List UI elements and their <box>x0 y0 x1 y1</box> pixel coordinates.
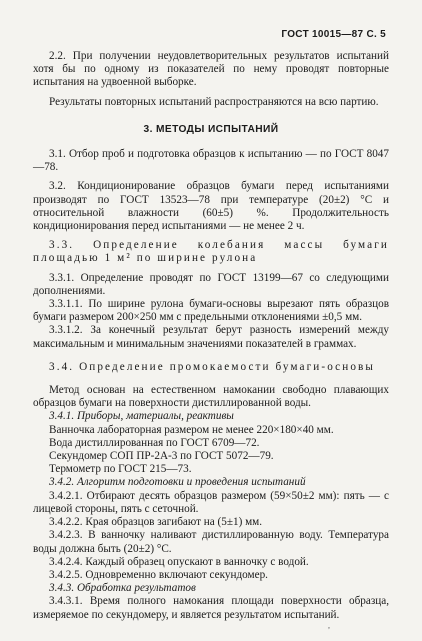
paragraph-3-4-2-5: 3.4.2.5. Одновременно включают секундомер. <box>49 568 268 581</box>
item-bath: Ванночка лабораторная размером не менее 220×180×40 мм. <box>49 423 334 436</box>
heading-3-4-1: 3.4.1. Приборы, материалы, реактивы <box>49 410 234 423</box>
paragraph-3-2: 3.2. Кондиционирование образцов бумаги перед испытаниями производят по ГОСТ 13523—78 при температуре (20±2) °С и относительной влажности (60±5) %. Продолжительность кондиционирования перед испытаниями — не менее 2 ч. <box>33 180 389 233</box>
heading-3-4-2: 3.4.2. Алгоритм подготовки и проведения испытаний <box>49 476 306 489</box>
paragraph-2-2: 2.2. При получении неудовлетворительных результатов испытаний хотя бы по одному из показателей по нему проводят повторные испытания на удвоенной выборке. <box>33 50 389 89</box>
paragraph-3-3-1-1: 3.3.1.1. По ширине рулона бумаги-основы вырезают пять образцов бумаги размером 200×250 мм с предельными отклонениями ±0,5 мм. <box>33 298 389 324</box>
paragraph-3-4-2-2: 3.4.2.2. Края образцов загибают на (5±1) мм. <box>49 516 263 529</box>
page-header: ГОСТ 10015—87 С. 5 <box>281 29 386 40</box>
paragraph-3-4-2-4: 3.4.2.4. Каждый образец опускают в ванночку с водой. <box>49 555 309 568</box>
section-title: 3. МЕТОДЫ ИСПЫТАНИЙ <box>143 123 279 135</box>
heading-3-3: 3.3. Определение колебания массы бумаги площадью 1 м² по ширине рулона <box>33 239 389 265</box>
paragraph-3-4-3-1: 3.4.3.1. Время полного намокания площади поверхности образца, измеряемое по секундомеру, и является результатом испытаний. <box>33 595 389 621</box>
heading-3-4-3: 3.4.3. Обработка результатов <box>49 582 196 595</box>
item-thermometer: Термометр по ГОСТ 215—73. <box>49 463 192 476</box>
paragraph-3-3-1: 3.3.1. Определение проводят по ГОСТ 13199—67 со следующими дополнениями. <box>33 271 389 297</box>
paragraph-method: Метод основан на естественном намокании свободно плавающих образцов бумаги на поверхности дистиллированной воды. <box>33 384 389 410</box>
document-body <box>33 50 389 622</box>
item-water: Вода дистиллированная по ГОСТ 6709—72. <box>49 436 260 449</box>
paragraph-3-4-2-3: 3.4.2.3. В ванночку наливают дистиллированную воду. Температура воды должна быть (20±2) °С. <box>33 529 389 555</box>
item-stopwatch: Секундомер СОП ПР-2А-3 по ГОСТ 5072—79. <box>49 450 274 463</box>
paragraph-results: Результаты повторных испытаний распространяются на всю партию. <box>49 95 379 108</box>
paragraph-3-4-2-1: 3.4.2.1. Отбирают десять образцов размером (59×50±2 мм): пять — с лицевой стороны, пять с сеточной. <box>33 489 389 515</box>
paragraph-3-3-1-2: 3.3.1.2. За конечный результат берут разность измерений между максимальным и минимальным значениями показателей в граммах. <box>33 324 389 350</box>
heading-3-4: 3.4. Определение промокаемости бумаги-основы <box>49 360 376 373</box>
paragraph-3-1: 3.1. Отбор проб и подготовка образцов к испытанию — по ГОСТ 8047—78. <box>33 148 389 174</box>
stray-mark: , <box>328 621 330 630</box>
